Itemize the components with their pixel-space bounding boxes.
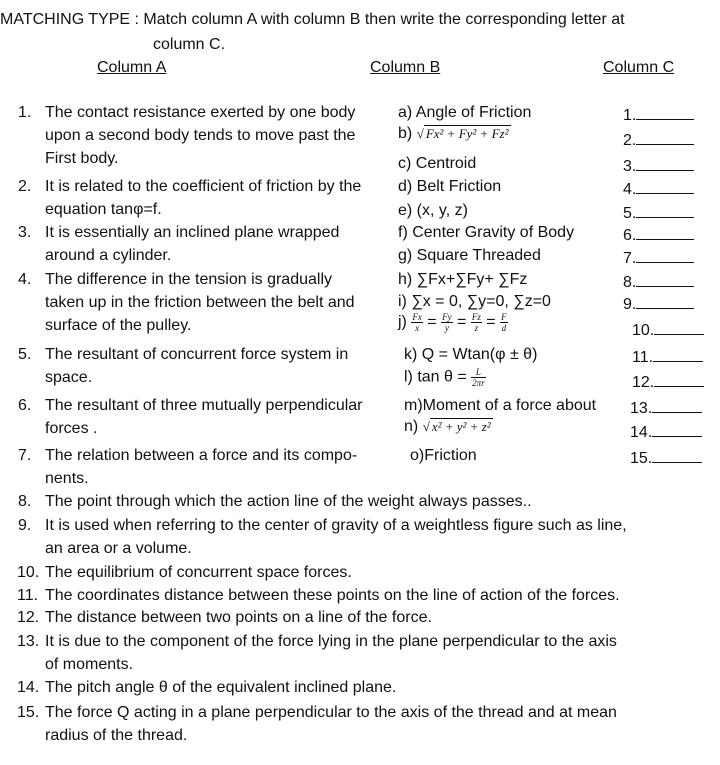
- option-m: m)Moment of a force about: [404, 397, 597, 414]
- option-d: d) Belt Friction: [398, 178, 502, 195]
- answer-line[interactable]: [636, 179, 694, 194]
- item-text-line: space.: [45, 369, 93, 386]
- answer-blank[interactable]: [623, 294, 694, 313]
- item-number: 11.: [17, 587, 39, 604]
- item-number: 6.: [18, 397, 32, 414]
- fraction-fz-over-z: $\frac{Fz}{z}$: [471, 312, 481, 333]
- item-number: 7.: [18, 447, 32, 464]
- item-number: 10.: [17, 564, 40, 581]
- item-text-line: The distance between two points on a line of the force.: [45, 609, 432, 626]
- item-text-line: The point through which the action line of the weight always passes..: [45, 493, 532, 510]
- option-i: i) ∑x = 0, ∑y=0, ∑z=0: [398, 293, 551, 310]
- answer-line[interactable]: [636, 248, 694, 263]
- option-g: g) Square Threaded: [398, 247, 541, 264]
- column-a-header: Column A: [97, 59, 167, 76]
- item-text-line: It is due to the component of the force lying in the plane perpendicular to the axis: [45, 633, 617, 650]
- answer-blank[interactable]: [623, 248, 694, 267]
- item-text-line: surface of the pulley.: [45, 317, 192, 334]
- answer-line[interactable]: [636, 203, 694, 218]
- equals-sign: =: [486, 313, 496, 331]
- answer-blank[interactable]: [630, 448, 702, 467]
- answer-line[interactable]: [654, 320, 704, 335]
- answer-number: 2.: [623, 132, 637, 149]
- answer-number: 11.: [632, 349, 654, 366]
- item-text-line: The force Q acting in a plane perpendicular to the axis of the thread and at mean: [45, 704, 617, 721]
- item-number: 1.: [18, 104, 32, 121]
- answer-number: 6.: [623, 227, 637, 244]
- item-number: 3.: [18, 224, 32, 241]
- option-k: k) Q = Wtan(φ ± θ): [404, 346, 538, 363]
- option-n-label: n): [404, 418, 419, 435]
- answer-blank[interactable]: [623, 179, 694, 198]
- item-number: 5.: [18, 346, 32, 363]
- answer-number: 14.: [630, 424, 653, 441]
- item-text-line: It is essentially an inclined plane wrapped: [45, 224, 340, 241]
- answer-line[interactable]: [653, 347, 703, 362]
- answer-blank[interactable]: [623, 272, 694, 291]
- item-text-line: The difference in the tension is gradually: [45, 271, 332, 288]
- item-text-line: of moments.: [45, 656, 134, 673]
- answer-blank[interactable]: [623, 225, 694, 244]
- answer-blank[interactable]: [623, 105, 694, 124]
- answer-line[interactable]: [636, 272, 694, 287]
- item-text-line: It is related to the coefficient of friction by the: [45, 178, 362, 195]
- answer-line[interactable]: [654, 372, 704, 387]
- square-root-symbol: √ x² + y² + z²: [422, 419, 491, 434]
- item-text-line: radius of the thread.: [45, 727, 188, 744]
- item-text-line: forces .: [45, 420, 98, 437]
- item-text-line: upon a second body tends to move past the: [45, 127, 356, 144]
- item-number: 12.: [17, 609, 40, 626]
- option-l-label: l) tan θ =: [404, 368, 467, 386]
- instructions-line-2: column C.: [153, 36, 226, 53]
- answer-number: 1.: [623, 107, 637, 124]
- option-e: e) (x, y, z): [398, 202, 468, 219]
- option-b-label: b): [398, 125, 413, 142]
- item-number: 15.: [17, 704, 40, 721]
- answer-number: 7.: [623, 250, 637, 267]
- answer-number: 9.: [623, 296, 637, 313]
- option-c: c) Centroid: [398, 155, 477, 172]
- item-number: 8.: [18, 493, 32, 510]
- equals-sign: =: [427, 313, 437, 331]
- option-a: a) Angle of Friction: [398, 104, 532, 121]
- option-b: [398, 126, 511, 142]
- answer-line[interactable]: [652, 448, 702, 463]
- option-n: [404, 419, 493, 435]
- option-l: [404, 367, 486, 388]
- answer-line[interactable]: [636, 156, 694, 171]
- answer-blank[interactable]: [623, 203, 694, 222]
- option-j: [398, 312, 508, 333]
- item-number: 14.: [17, 679, 40, 696]
- equals-sign: =: [457, 313, 467, 331]
- answer-line[interactable]: [636, 105, 694, 120]
- answer-number: 10.: [632, 322, 655, 339]
- item-text-line: around a cylinder.: [45, 247, 172, 264]
- answer-number: 15.: [630, 450, 653, 467]
- square-root-symbol: √ Fx² + Fy² + Fz²: [416, 126, 509, 141]
- item-text-line: The coordinates distance between these points on the line of action of the forces.: [45, 587, 620, 604]
- option-b-radicand: Fx² + Fy² + Fz²: [425, 126, 509, 141]
- answer-line[interactable]: [636, 294, 694, 309]
- answer-blank[interactable]: [632, 320, 704, 339]
- answer-number: 4.: [623, 181, 637, 198]
- item-text-line: It is used when referring to the center of gravity of a weightless figure such as line,: [45, 517, 627, 534]
- item-text-line: The relation between a force and its compo-: [45, 447, 358, 464]
- answer-number: 12.: [632, 374, 655, 391]
- item-number: 2.: [18, 178, 32, 195]
- item-text-line: an area or a volume.: [45, 540, 192, 557]
- answer-number: 3.: [623, 158, 637, 175]
- option-j-label: j): [398, 313, 407, 331]
- answer-line[interactable]: [636, 225, 694, 240]
- item-text-line: The resultant of concurrent force system in: [45, 346, 349, 363]
- column-b-header: Column B: [370, 59, 441, 76]
- fraction-fy-over-y: $\frac{Fy}{y}$: [442, 312, 452, 333]
- option-h: h) ∑Fx+∑Fy+ ∑Fz: [398, 271, 528, 288]
- fraction-f-over-d: $\frac{F}{d}$: [501, 312, 507, 333]
- answer-line[interactable]: [652, 398, 702, 413]
- answer-blank[interactable]: [630, 422, 702, 441]
- answer-line[interactable]: [652, 422, 702, 437]
- option-n-radicand: x² + y² + z²: [431, 419, 491, 434]
- item-text-line: The pitch angle θ of the equivalent inclined plane.: [45, 679, 397, 696]
- column-c-header: Column C: [603, 59, 675, 76]
- item-number: 9.: [18, 517, 32, 534]
- answer-line[interactable]: [636, 130, 694, 145]
- option-o: o)Friction: [410, 447, 477, 464]
- instructions-line-1: MATCHING TYPE : Match column A with column B then write the corresponding letter at: [0, 11, 625, 28]
- answer-blank[interactable]: [632, 347, 703, 366]
- answer-blank[interactable]: [632, 372, 704, 391]
- item-text-line: taken up in the friction between the belt and: [45, 294, 355, 311]
- item-number: 13.: [17, 633, 40, 650]
- item-text-line: equation tanφ=f.: [45, 201, 162, 218]
- answer-number: 13.: [630, 400, 653, 417]
- option-f: f) Center Gravity of Body: [398, 224, 575, 241]
- item-text-line: The contact resistance exerted by one body: [45, 104, 356, 121]
- item-text-line: nents.: [45, 470, 89, 487]
- answer-number: 8.: [623, 274, 637, 291]
- answer-number: 5.: [623, 205, 637, 222]
- answer-blank[interactable]: [623, 156, 694, 175]
- item-text-line: The resultant of three mutually perpendicular: [45, 397, 363, 414]
- fraction-l-over-2pir: $\frac{L}{2\pi r}$: [472, 367, 485, 388]
- answer-blank[interactable]: [630, 398, 702, 417]
- answer-blank[interactable]: [623, 130, 694, 149]
- item-number: 4.: [18, 271, 32, 288]
- item-text-line: The equilibrium of concurrent space forces.: [45, 564, 352, 581]
- fraction-fx-over-x: $\frac{Fx}{x}$: [412, 312, 422, 333]
- item-text-line: First body.: [45, 150, 119, 167]
